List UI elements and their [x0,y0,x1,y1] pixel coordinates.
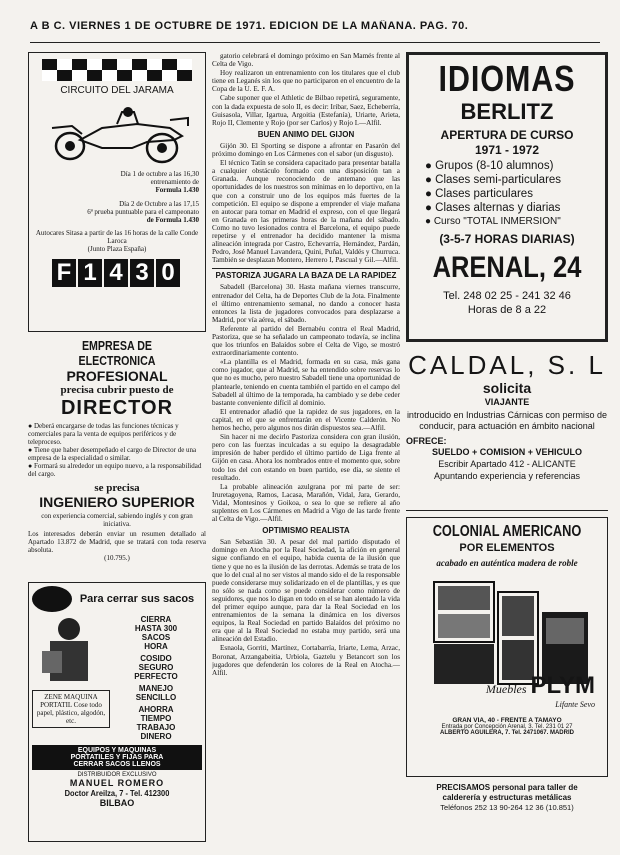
article-paragraph: El técnico Tatín se considera capacitado para presentar batalla a cualquier obstáculo formado con una disposición tan a Granada. Aunque reconociendo de antemano que las oportunidades de los nuestros son mínimas en lo deportivo, en la que con a construir uno de los equipos más fuertes de la competición. El equipo se dispone a emprender el viaje mañana en autocar para tomar en Madrid el expreso, con el que llegará en Granada en las primeras horas de la mañana del sábado. Como no tuvo lesionados contra el Barcelona, el equipo puede repetirse y el entrenador ha decidido mantener la misma alineación integrada por Castro, Echevarría, Hernández, Pardán, Pedro, José Manuel Lavandera, Quini, Puñal, Valdés y Churruca. También se desplazan Montero, Herrero I, Pascual y Gil.—Alfil. [212,159,400,265]
empresa-precisa: precisa cubrir puesto de [60,384,174,396]
colonial-tagline: acabado en auténtica madera de roble [436,558,578,568]
article-paragraph: Esnaola, Gorriti, Martínez, Cortabarría, Iriarte, Lema, Arzac, Boronat, Arzangabeitia, Urbiola, Gaztelu y Betancort son los jugadores que defenderán los colores de la Real en Atocha.—Alfil. [212,644,400,677]
idiomas-item: ● Clases particulares [425,188,533,200]
idiomas-brand: BERLITZ [460,99,554,124]
feature-item: SACOS [141,633,171,642]
empresa-subtitle: PROFESIONAL [66,368,168,384]
article-heading: BUEN ANIMO DEL GIJON [257,129,355,139]
idiomas-item-text: Grupos (8-10 alumnos) [435,160,554,172]
article-paragraph: «La plantilla es el Madrid, formada en su casa, más gana como jugador, que al Madrid, se ha entendido sobre reservas lo que no es mucho, pero nuestro Sabadell tiene una oportunidad de plantearle, teniendo en cuenta también el partido en el campo del Sabadell al último de la temporada, ha cambiado y se debe ceder bastante conveniente difícil al dominio. [212,358,400,407]
empresa-experiencia: con experiencia comercial, sabiendo inglés y con gran iniciativa. [41,512,193,528]
article-heading: OPTIMISMO REALISTA [262,526,350,536]
feature-item: SENCILLO [135,693,177,702]
empresa-ref: (10.795.) [104,554,130,562]
feature-item: DINERO [140,732,172,741]
feature-item: HORA [144,642,168,651]
feature-item: PERFECTO [134,672,178,681]
article-paragraph: Referente al partido del Bernabéu contra el Real Madrid, Pastoriza, que se ha señalado un campeonato todavía, se inclina que los triunfos en Balaídos sobre el Celta de Vigo, se mostró extraordinariamente contento. [212,324,400,358]
checkered-flag-icon [42,59,192,81]
colonial-address-1: GRAN VIA, 40 - FRENTE A TAMAYO [452,717,562,724]
plym-signature: Lifante Sevo [555,700,595,709]
sacos-title: Para cerrar sus sacos [79,593,195,605]
idiomas-years: 1971 - 1972 [474,143,540,157]
plym-brand: PLYM [530,672,595,699]
precisamos-line3: Teléfonos 252 13 90-264 12 36 (10.851) [440,803,574,812]
precisamos-line1: PRECISAMOS personal para taller de [436,783,578,792]
feature-item: TIEMPO [140,714,172,723]
logo-digit: 0 [156,259,180,287]
jarama-line5: 6ª prueba puntuable para el campeonato [87,208,199,216]
caldal-desc: introducido en Industrias Cárnicas con permiso de conducir, para actuación en ámbito nacional [406,410,608,431]
middle-column [212,52,400,844]
idiomas-item: ● Grupos (8-10 alumnos) [425,160,554,172]
caldal-sueldo: SUELDO + COMISION + VEHICULO [431,447,583,457]
sacos-features [110,615,202,741]
article-heading: PASTORIZA JUGARA LA BAZA DE LA RAPIDEZ [212,268,400,280]
distribuidor: DISTRIBUIDOR EXCLUSIVO [77,772,157,778]
article-paragraph: La probable alineación azulgrana por mi parte de ser: Iruretagoyena, Ramos, Lacasa, Marañón, Vidal, Jara, Gerardo, Vidal, Montesinos y Goikoa, o sea lo que se refiere al año suplentes en Los Cármenes en Madrid a Vigo de las tarde frente al Celta de Vigo.—Alfil. [212,482,400,524]
empresa-bullet-2: ● Tiene que haber desempeñado el cargo de Director de una empresa de la especialidad o similar. [28,446,197,462]
idiomas-item: ● Curso "TOTAL INMERSION" [425,216,561,227]
precisamos-line2: calderería y estructuras metálicas [442,793,572,802]
article-paragraph: Sabadell (Barcelona) 30. Hasta mañana viernes transcurre, entrenador del Celta, ha de Deportes Club de la Jota. Finalmente el último entrenamiento semanal, no dando a conocer hasta entonces la lista de jugadores convocados para desplazarse a Madrid, por vía aérea, el sábado. [212,283,400,324]
empresa-ingeniero: INGENIERO SUPERIOR [39,494,195,510]
idiomas-apertura: APERTURA DE CURSO [440,128,574,142]
caldal-solicita: solicita [482,380,532,396]
jarama-line7: Autocares Sitasa a partir de las 16 horas de la calle Conde Laroca [35,229,199,245]
article-paragraph: Sin hacer ni me decirlo Pastoriza considera con gran ilusión, pero con las fuerzas inculcadas a su equipo la desagradable impresión de haber perdido el último partido de Liga frente al Gijón en casa. Ahora los nombrados entre el momento que, sobre todo los del con estando en buen partido, ese día, se siente el resultado. [212,433,400,482]
logo-digit: 3 [130,259,154,287]
idiomas-horas: Horas de 8 a 22 [467,304,547,316]
page-header: A B C. VIERNES 1 DE OCTUBRE DE 1971. EDICION DE LA MAÑANA. PAG. 70. [30,20,600,43]
caldal-title: CALDAL, S. L [408,350,606,380]
idiomas-item: ● Clases semi-particulares [425,174,562,186]
article-paragraph: El entrenador añadió que la rapidez de sus jugadores, en la capital, en el que se enfrentarán en el Vicente Calderón. No hemos hecho, pero algunos nos dirán dispuestos sea.—Alfil. [212,407,400,433]
footer-line: CERRAR SACOS LLENOS [73,761,161,768]
logo-digit: 4 [104,259,128,287]
article-paragraph: Gijón 30. El Sporting se dispone a afrontar en Pasarón del próximo domingo en Los Cármenes con el sabor (un disgusto). [212,141,400,159]
distribuidor-address: Doctor Areilza, 7 - Tel. 412300 [64,788,170,798]
jarama-line2: entrenamiento de [150,178,199,186]
jarama-line1: Día 1 de octubre a las 16,30 [120,170,199,178]
distribuidor-city: BILBAO [99,798,135,808]
left-column [28,52,206,844]
f1430-logo [35,259,199,287]
feature-item: HASTA 300 [134,624,178,633]
race-car-icon [42,98,192,168]
logo-digit: F [52,259,76,287]
idiomas-item-text: Clases particulares [435,188,533,200]
idiomas-hours: (3-5-7 HORAS DIARIAS) [439,232,575,246]
caldal-escribir: Escribir Apartado 412 - ALICANTE [438,459,576,469]
caldal-ad [406,350,608,511]
jarama-ad [28,52,206,332]
article-paragraph: Cabe suponer que el Athletic de Bilbao repetirá, seguramente, con la dada expuesta de solo II, es decir: Iribar, Saez, Echeberría, Guisasola, Villar, Igartua, Argoitia (Estefanía), Uriarte, Arieta, Rojo II, Clemente y Rojo (por ser Carlos) y Rojo I.—Alfil. [212,94,400,127]
idiomas-item: ● Clases alternas y diarias [425,202,561,214]
feature-item: CIERRA [140,615,172,624]
idiomas-list [415,159,599,229]
empresa-bullet-3: ● Formará su alrededor un equipo nuevo, a la responsabilidad del cargo. [28,462,202,478]
bullet-text: Formará su alrededor un equipo nuevo, a la responsabilidad del cargo. [28,462,202,478]
empresa-director: DIRECTOR [60,397,174,419]
feature-item: MANEJO [138,684,174,693]
precisamos-ad [406,783,608,813]
footer-line: EQUIPOS Y MAQUINAS [77,747,157,754]
caldal-viajante: VIAJANTE [484,397,530,407]
jarama-title: CIRCUITO DEL JARAMA [60,85,174,96]
empresa-se-precisa: se precisa [94,482,140,494]
article-paragraph: San Sebastián 30. A pesar del mal partido disputado el domingo en Atocha por la Real Sociedad, la afición en general sigue confiando en el equipo, habida cuenta de la ilusión que tiene y que no es la ilusión de las derrotas. Además se trata de los que lo del cual al no ser vistos al mando sido el de la responsable puede considerarse muy solidarizado en el de plantillas, y es que no sólo se nada como se puede considerar como número de seguidores, que nos lo digan en todo en el se han alentado la vida del primer equipo aunque, para dar la Real Sociedad en los entrenamientos de la semana la dinámica en los diversos equipos, la Real Sociedad en partido Balaídos del próximo no era que al la Real Sociedad no estaba muy partido, será una alineación del Estadio. [212,538,400,644]
sacos-footer-banner [32,745,202,770]
plym-prefix: Muebles [485,682,527,696]
bullet-text: Deberá encargarse de todas las funciones técnicas y comerciales para la venta de equipos periféricos y de teleproceso. [28,422,179,446]
bullet-text: Tiene que haber desempeñado el cargo de Director de una empresa de la especialidad o similar. [28,446,197,462]
feature-item: TRABAJO [136,723,176,732]
idiomas-item-text: Clases semi-particulares [435,174,562,186]
empresa-interesados: Los interesados deberán enviar un resumen detallado al Apartado 13.872 de Madrid, que se tratará con toda reserva absoluta. [28,530,206,554]
colonial-address-3: ALBERTO AGUILERA, 7. Tel. 2471067. MADRID [440,730,574,736]
man-with-machine-icon [32,615,106,685]
colonial-address-2: Entrada por Concepción Arenal, 3. Tel. 231 01 27 [441,724,573,730]
idiomas-address: ARENAL, 24 [432,251,582,284]
distribuidor-name: MANUEL ROMERO [69,778,165,788]
idiomas-title: IDIOMAS [438,58,576,99]
idiomas-ad [406,52,608,342]
idiomas-tel: Tel. 248 02 25 - 241 32 46 [443,290,571,302]
empresa-title: EMPRESA DE ELECTRONICA [78,338,156,368]
jarama-line3: Formula 1.430 [155,186,199,194]
jarama-line6: de Formula 1.430 [146,216,199,224]
feature-item: AHORRA [138,705,174,714]
feature-item: SEGURO [138,663,174,672]
colonial-ad [406,517,608,777]
jarama-line4: Día 2 de Octubre a las 17,15 [119,200,199,208]
idiomas-item-text: Clases alternas y diarias [435,202,561,214]
sacos-ad [28,582,206,842]
caldal-aportando: Apuntando experiencia y referencias [433,471,581,481]
colonial-subtitle: POR ELEMENTOS [459,542,555,554]
jarama-line8: (Junto Plaza España) [87,245,147,253]
article-paragraph: gatorio celebrará el domingo próximo en San Mamés frente al Celta de Vigo. [212,52,400,69]
feature-item: COSIDO [140,654,172,663]
machine-caption: ZENE MAQUINA PORTATIL Cose todo papel, plástico, algodón, etc. [32,690,110,728]
empresa-ad [28,338,206,578]
article-paragraph: Hoy realizaron un entrenamiento con los titulares que el club tiene en Leganés sin los que no participaron en el encuentro de la Copa de la U. E. F. A. [212,69,400,94]
idiomas-item-text: Curso "TOTAL INMERSION" [433,216,561,227]
logo-digit: 1 [78,259,102,287]
empresa-bullet-1: ● Deberá encargarse de todas las funciones técnicas y comerciales para la venta de equipos periféricos y de teleproceso. [28,422,179,446]
colonial-title: COLONIAL AMERICANO [432,523,582,540]
right-column [406,52,608,844]
brand-oval-icon [32,586,72,612]
caldal-ofrece: OFRECE: [406,436,447,446]
footer-line: PORTATILES Y FIJAS PARA [70,754,164,761]
